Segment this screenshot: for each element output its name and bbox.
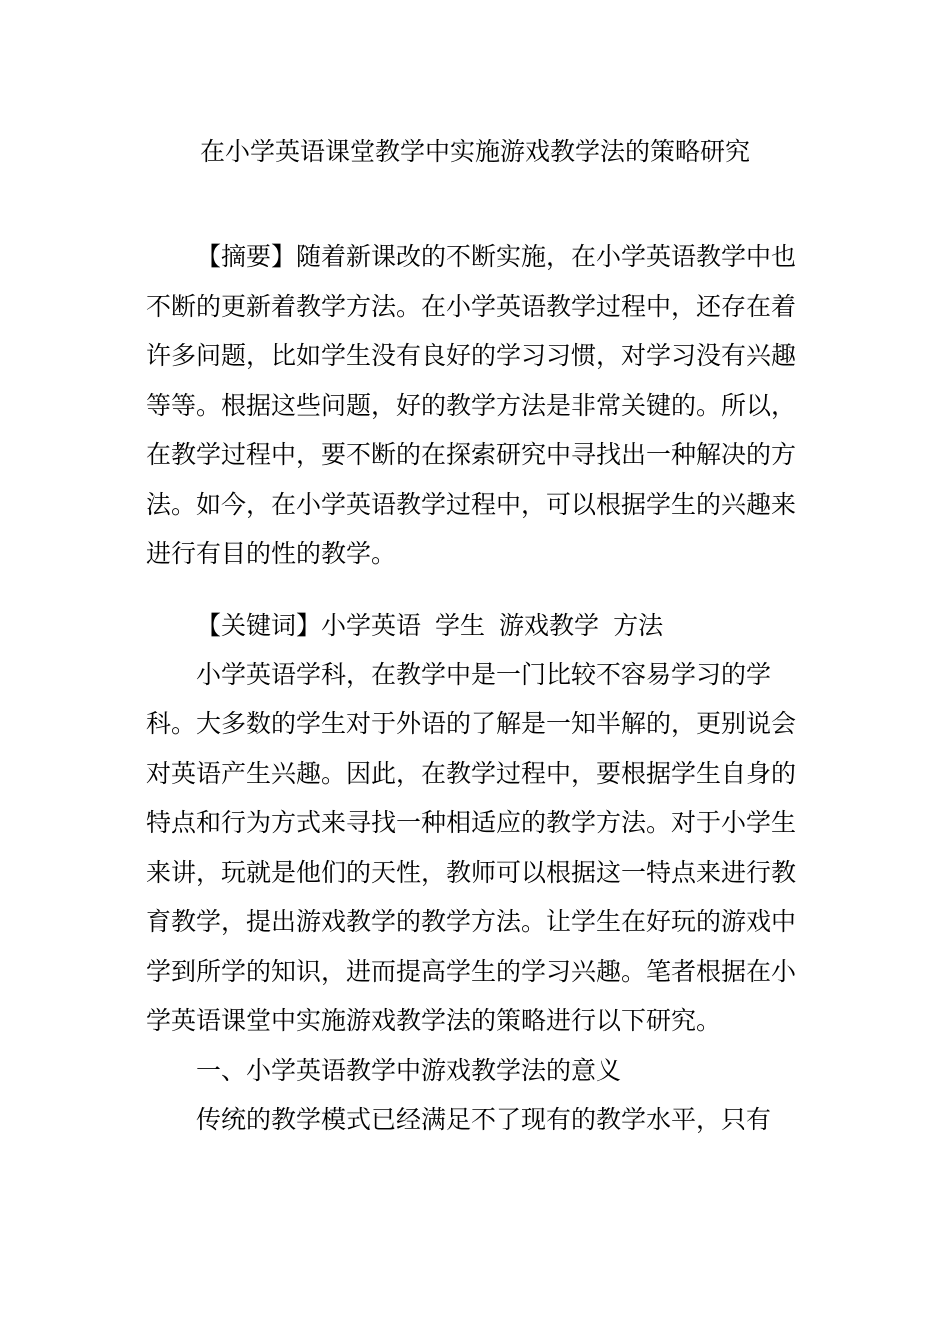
keywords-label: 【关键词】 xyxy=(196,610,322,640)
document-body xyxy=(146,232,806,1145)
keyword: 方法 xyxy=(613,610,664,640)
keywords-line xyxy=(146,606,806,646)
section-heading: 一、小学英语教学中游戏教学法的意义 xyxy=(196,1055,622,1085)
keyword: 小学英语 xyxy=(321,610,422,640)
body-paragraph: 传统的教学模式已经满足不了现有的教学水平，只有 xyxy=(196,1105,772,1134)
keyword: 学生 xyxy=(435,610,486,640)
abstract-paragraph: 【摘要】随着新课改的不断实施，在小学英语教学中也不断的更新着教学方法。在小学英语教学过程中，还存在着许多问题，比如学生没有良好的学习习惯，对学习没有兴趣等等。根据这些问题，好的教学方法是非常关键的。所以，在教学过程中，要不断的在探索研究中寻找出一种解决的方法。如今，在小学英语教学过程中，可以根据学生的兴趣来进行有目的性的教学。 xyxy=(146,242,797,568)
keyword: 游戏教学 xyxy=(499,610,600,640)
body-paragraph: 小学英语学科，在教学中是一门比较不容易学习的学科。大多数的学生对于外语的了解是一知半解的，更别说会对英语产生兴趣。因此，在教学过程中，要根据学生自身的特点和行为方式来寻找一种相适应的教学方法。对于小学生来讲，玩就是他们的天性，教师可以根据这一特点来进行教育教学，提出游戏教学的教学方法。让学生在好玩的游戏中学到所学的知识，进而提高学生的学习兴趣。笔者根据在小学英语课堂中实施游戏教学法的策略进行以下研究。 xyxy=(146,659,797,1035)
document-title: 在小学英语课堂教学中实施游戏教学法的策略研究 xyxy=(199,137,750,166)
